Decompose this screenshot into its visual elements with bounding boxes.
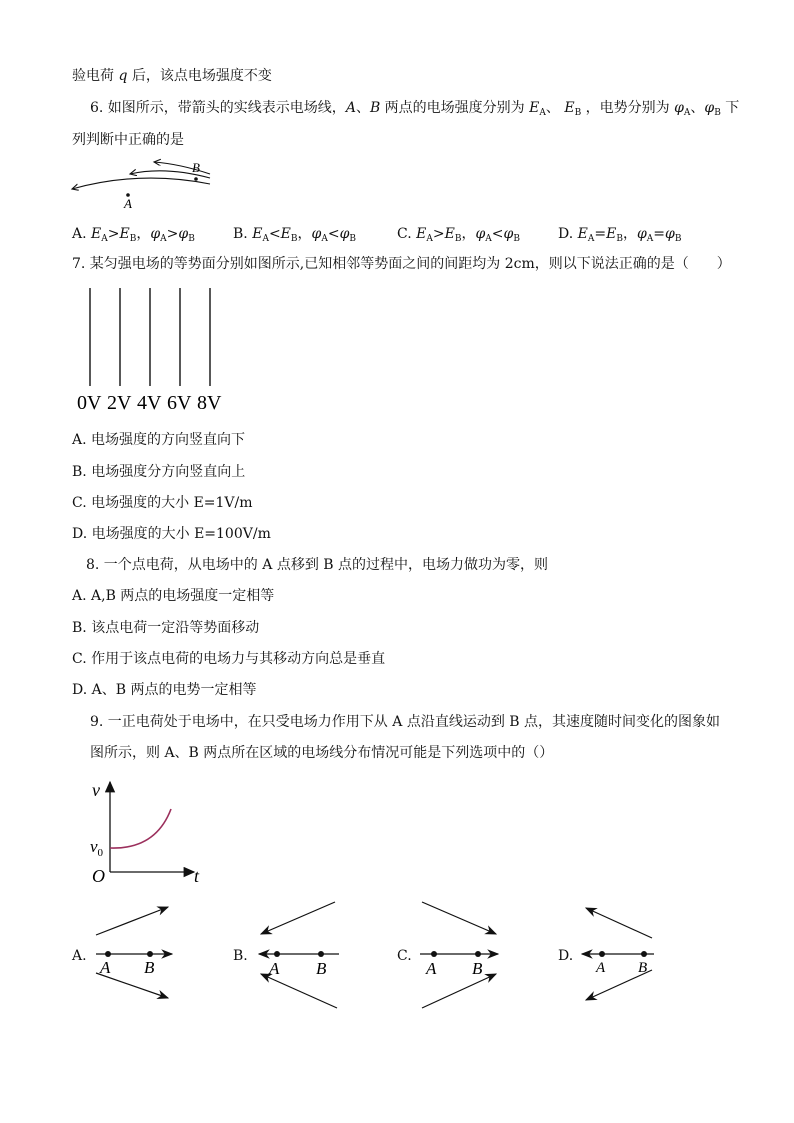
- q9-option-b-letter[interactable]: B.: [233, 948, 248, 964]
- q6-option-b[interactable]: B. $E_A<E_B$，$\varphi_A<\varphi_B$: [233, 226, 357, 244]
- svg-text:A: A: [596, 960, 606, 976]
- q7-stem: 7. 某匀强电场的等势面分别如图所示,已知相邻等势面之间的间距均为 2cm，则以下说法正确的是（ ）: [72, 256, 731, 272]
- q9-option-b-figure[interactable]: [255, 900, 343, 1012]
- svg-text:A: A: [100, 958, 111, 977]
- potential-label-1: 2V: [107, 392, 132, 414]
- q9-option-a-letter[interactable]: A.: [72, 948, 87, 964]
- svg-text:A: A: [426, 959, 437, 978]
- q9-velocity-graph: [88, 776, 218, 888]
- origin-label: O: [92, 866, 105, 886]
- x-axis-label: t: [194, 866, 200, 886]
- svg-text:B: B: [144, 958, 155, 977]
- q7-option-a[interactable]: A. 电场强度的方向竖直向下: [72, 432, 246, 448]
- q6-field-lines-figure: [70, 160, 220, 212]
- q6-option-c[interactable]: C. $E_A>E_B$，$\varphi_A<\varphi_B$: [397, 226, 520, 244]
- q6-option-d[interactable]: D. $E_A=E_B$，$\varphi_A=\varphi_B$: [558, 226, 682, 244]
- potential-label-2: 4V: [137, 392, 162, 414]
- q9-option-d-figure[interactable]: [580, 904, 660, 1004]
- velocity-curve: [110, 809, 171, 848]
- y-axis-label: v: [92, 780, 100, 800]
- q7-option-b[interactable]: B. 电场强度分方向竖直向上: [72, 464, 246, 480]
- q9-option-a-figure[interactable]: [92, 902, 178, 1002]
- q9-option-c-letter[interactable]: C.: [397, 948, 412, 964]
- q8-option-b[interactable]: B. 该点电荷一定沿等势面移动: [72, 620, 260, 636]
- q7-equipotential-figure: [76, 288, 236, 414]
- q7-option-c[interactable]: C. 电场强度的大小 E=1V/m: [72, 495, 253, 511]
- q6-stem-line1: 6. 如图所示，带箭头的实线表示电场线，A、B 两点的电场强度分别为 $E_A$、 $E_B$ ，电势分别为 $\varphi_A$、$\varphi_B$ 下: [90, 100, 740, 118]
- top-line: 验电荷 q 后，该点电场强度不变: [72, 68, 272, 84]
- potential-label-4: 8V: [197, 392, 222, 414]
- label-b: B: [192, 160, 200, 175]
- q8-stem: 8. 一个点电荷，从电场中的 A 点移到 B 点的过程中，电场力做功为零，则: [86, 557, 549, 573]
- svg-text:A: A: [269, 959, 280, 978]
- q6-option-a[interactable]: A. $E_A>E_B$，$\varphi_A>\varphi_B$: [72, 226, 195, 244]
- label-a: A: [124, 196, 132, 211]
- q9-stem-line1: 9. 一正电荷处于电场中，在只受电场力作用下从 A 点沿直线运动到 B 点，其速度随时间变化的图象如: [90, 714, 721, 730]
- q9-option-c-figure[interactable]: [418, 900, 504, 1012]
- point-b: [194, 177, 198, 181]
- svg-text:B: B: [638, 960, 648, 976]
- svg-text:B: B: [472, 959, 483, 978]
- q9-stem-line2: 图所示，则 A、B 两点所在区域的电场线分布情况可能是下列选项中的（）: [90, 745, 554, 761]
- svg-text:B: B: [316, 959, 327, 978]
- potential-label-3: 6V: [167, 392, 192, 414]
- v0-label: $v_0$: [90, 837, 104, 859]
- q8-option-c[interactable]: C. 作用于该点电荷的电场力与其移动方向总是垂直: [72, 651, 386, 667]
- q6-stem-line2: 列判断中正确的是: [72, 132, 184, 148]
- q7-option-d[interactable]: D. 电场强度的大小 E=100V/m: [72, 526, 271, 542]
- field-line-1: [72, 178, 210, 189]
- q9-option-d-letter[interactable]: D.: [558, 948, 574, 964]
- potential-label-0: 0V: [77, 392, 102, 414]
- q8-option-a[interactable]: A. A,B 两点的电场强度一定相等: [72, 588, 275, 604]
- q8-option-d[interactable]: D. A、B 两点的电势一定相等: [72, 682, 257, 698]
